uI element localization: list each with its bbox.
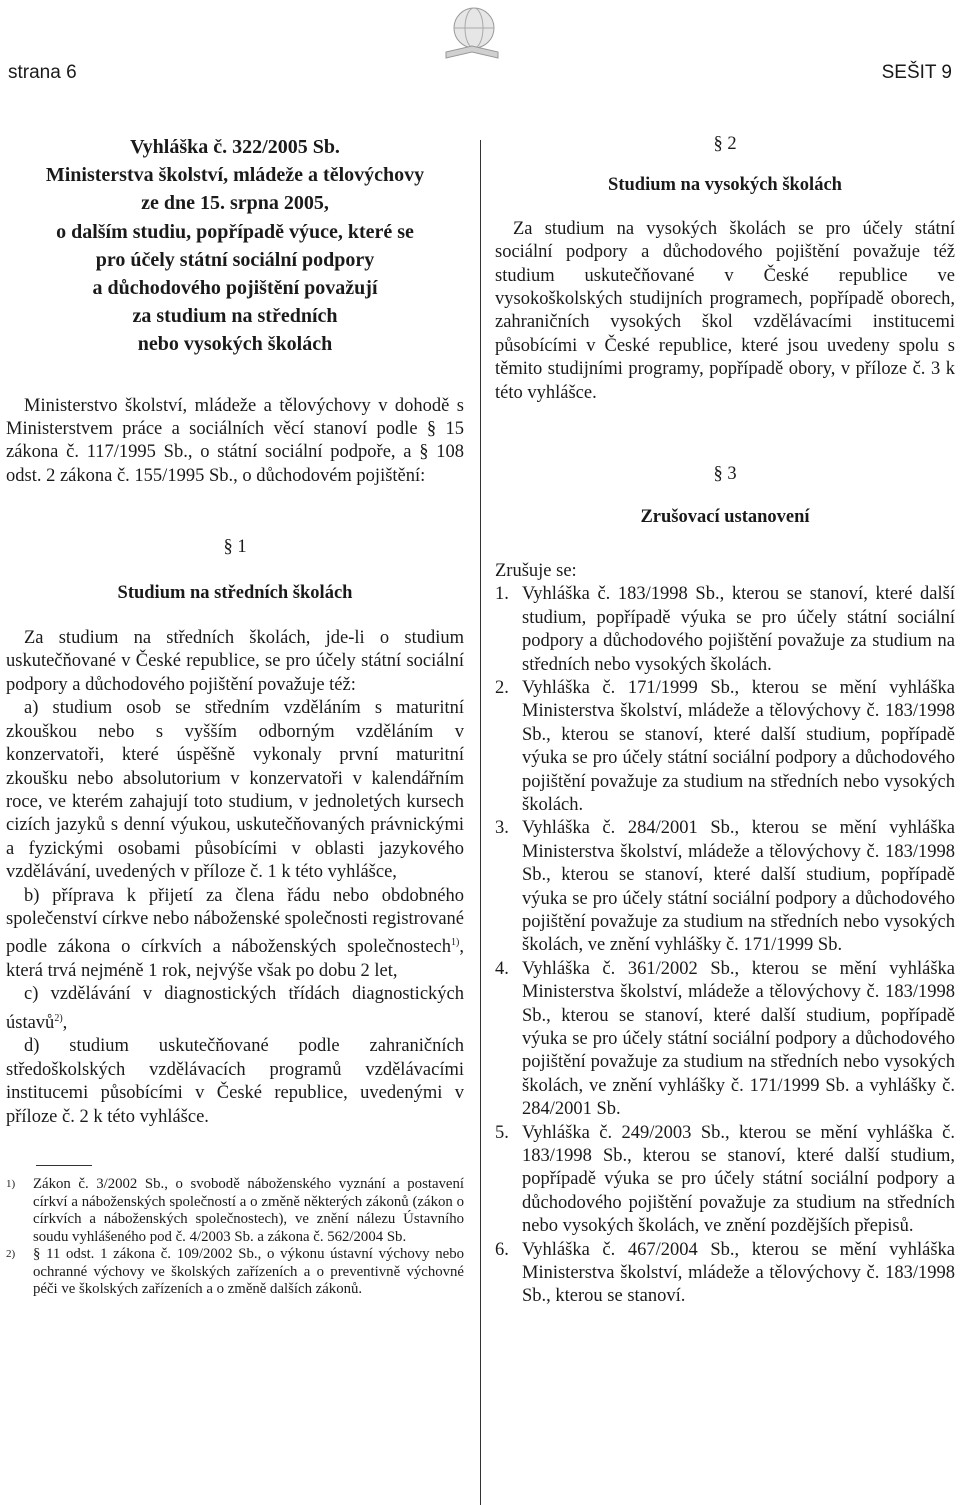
title-line: pro účely státní sociální podpory <box>95 248 375 271</box>
footnote-number: 1) <box>6 1177 16 1190</box>
title-line: nebo vysokých školách <box>137 333 333 356</box>
item-d: d) studium uskutečňované podle zahraničních středoškolských vzdělávacích programů vzdělávacími institucemi působícími v České republice, uvedenými v příloze č. 2 k této vyhlášce. <box>6 1036 464 1127</box>
list-item: 6. Vyhláška č. 467/2004 Sb., kterou se mění vyhláška Ministerstva školství, mládeže a tělovýchovy č. 183/1998 Sb., kterou se stanoví. <box>495 1239 955 1307</box>
list-item: 5. Vyhláška č. 249/2003 Sb., kterou se mění vyhláška č. 183/1998 Sb., kterou se stanoví, které další studium, popřípadě výuka se pro účely státní sociální podpory a důchodového pojištění považuje za studium na středních nebo vysokých školách, ve znění pozdějších přepisů. <box>495 1122 955 1237</box>
globe-book-icon <box>440 2 504 66</box>
title-line: a důchodového pojištění považují <box>92 277 378 300</box>
list-item: 3. Vyhláška č. 284/2001 Sb., kterou se mění vyhláška Ministerstva školství, mládeže a tělovýchovy č. 183/1998 Sb., kterou se stanoví, které další studium, popřípadě výuka se pro účely státní sociální podpory a důchodového pojištění považuje za studium na středních nebo vysokých školách, ve znění vyhlášky č. 171/1999 Sb. <box>495 818 955 956</box>
column-divider <box>480 140 481 1505</box>
section-2-number: § 2 <box>713 134 737 154</box>
section-3-number: § 3 <box>713 464 737 485</box>
page-number: strana 6 <box>8 62 77 83</box>
section-3-title: Zrušovací ustanovení <box>640 507 810 528</box>
document-title <box>6 133 464 359</box>
footnote-text: Zákon č. 3/2002 Sb., o svobodě náboženského vyznání a postavení církví a náboženských společností a o změně některých zákonů (zákon o církvích a náboženských společnostech), ve znění nálezu Ústavního soudu vyhlášeného pod č. 4/2003 Sb. a zákona č. 562/2004 Sb. <box>33 1175 464 1245</box>
footnote-text: § 11 odst. 1 zákona č. 109/2002 Sb., o výkonu ústavní výchovy nebo ochranné výchovy ve školských zařízeních a o preventivně výchovné péči ve školských zařízeních a o změně dalších zákonů. <box>33 1246 464 1298</box>
list-item: 4. Vyhláška č. 361/2002 Sb., kterou se mění vyhláška Ministerstva školství, mládeže a tělovýchovy č. 183/1998 Sb., kterou se stanoví, které další studium, popřípadě výuka se pro účely státní sociální podpory a důchodového pojištění považuje za studium na středních nebo vysokých školách, ve znění vyhlášky č. 171/1999 Sb. a vyhlášky č. 284/2001 Sb. <box>495 958 955 1120</box>
item-c: c) vzdělávání v diagnostických třídách diagnostických ústavů$^{2)}$, <box>6 984 464 1033</box>
title-line: o dalším studiu, popřípadě výuce, které se <box>56 220 414 243</box>
section-1-number: § 1 <box>223 537 247 558</box>
footnote-number: 2) <box>6 1248 16 1261</box>
footnote-ref: 1) <box>451 937 460 949</box>
footnote <box>6 1176 464 1246</box>
repeal-list <box>495 583 955 1309</box>
section-2-title: Studium na vysokých školách <box>608 175 842 196</box>
title-line: za studium na středních <box>132 305 338 328</box>
title-line: Vyhláška č. 322/2005 Sb. <box>130 136 340 158</box>
intro-paragraph: Ministerstvo školství, mládeže a tělovýchovy v dohodě s Ministerstvem práce a sociálních věcí stanoví podle § 15 zákona č. 117/1995 Sb., o státní sociální podpoře, a § 108 odst. 2 zákona č. 155/1995 Sb., o důchodovém pojištění: <box>6 395 464 486</box>
issue-number: SEŠIT 9 <box>881 62 952 83</box>
footnote <box>6 1246 464 1299</box>
section-1-title: Studium na středních školách <box>117 582 353 603</box>
right-column <box>495 133 955 1309</box>
section-3-lead: Zrušuje se: <box>495 560 577 581</box>
item-a: a) studium osob se středním vzděláním s maturitní zkouškou nebo s vyšším odborným vzděláním v konzervatoři, které úspěšně vykonaly první maturitní zkoušku nebo absolutorium v konzervatoři v kalendářním roce, ve kterém zahajují toto studium, v jednoletých kursech cizích jazyků s denní výukou, uskutečňovaných právnickými a fyzickými osobami působícími v oblasti jazykového vzdělávání, uvedených v příloze č. 1 k této vyhlášce, <box>6 698 464 883</box>
list-item: 2. Vyhláška č. 171/1999 Sb., kterou se mění vyhláška Ministerstva školství, mládeže a tělovýchovy č. 183/1998 Sb., kterou se stanoví, které další studium, popřípadě výuka se pro účely státní sociální podpory a důchodového pojištění považuje za studium na středních nebo vysokých školách. <box>495 677 955 815</box>
left-column <box>6 133 464 1299</box>
title-line: ze dne 15. srpna 2005, <box>141 192 329 215</box>
item-b: b) příprava k přijetí za člena řádu nebo obdobného společenství církve nebo náboženské společnosti registrované podle zákona o církvích a náboženských společnostech$^{1)}$, která trvá nejméně 1 rok, nejvýše však po dobu 2 let, <box>6 885 464 981</box>
section-1-lead: Za studium na středních školách, jde-li o studium uskutečňované v České republice, se pro účely státní sociální podpory a důchodového pojištění považuje též: <box>6 628 464 695</box>
footnote-separator <box>36 1165 92 1166</box>
list-item: 1. Vyhláška č. 183/1998 Sb., kterou se stanoví, které další studium, popřípadě výuka se pro účely státní sociální podpory a důchodového pojištění považuje za studium na středních nebo vysokých školách. <box>495 584 955 675</box>
section-2-text: Za studium na vysokých školách se pro účely státní sociální podpory a důchodového pojištění považuje též studium uskutečňované v České republice ve vysokoškolských studijních programech, popřípadě oborech, zahraničních vysokých škol vzdělávacími institucemi působícími v České republice, které jsou uvedeny spolu s těmito studijními programy, popřípadě obory, v příloze č. 3 k této vyhlášce. <box>495 218 955 403</box>
footnote-ref: 2) <box>54 1012 63 1024</box>
title-line: Ministerstva školství, mládeže a tělovýchovy <box>45 164 425 187</box>
